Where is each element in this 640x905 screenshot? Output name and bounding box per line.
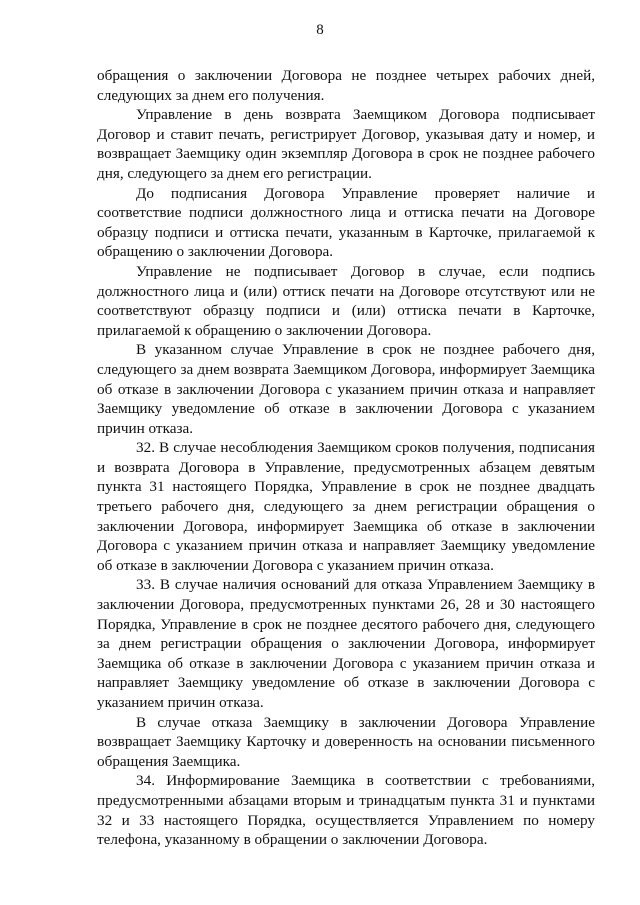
paragraph: В случае отказа Заемщику в заключении Договора Управление возвращает Заемщику Карточку и доверенность на основании письменного обращения Заемщика. (97, 713, 595, 770)
paragraph: До подписания Договора Управление проверяет наличие и соответствие подписи должностного лица и оттиска печати на Договоре образцу подписи и оттиска печати, указанным в Карточке, прилагаемой к обращению о заключении Договора. (97, 184, 595, 261)
paragraph-item-34: 34. Информирование Заемщика в соответствии с требованиями, предусмотренными абзацами вторым и тринадцатым пункта 31 и пунктами 32 и 33 настоящего Порядка, осуществляется Управлением по номеру телефона, указанному в обращении о заключении Договора. (97, 772, 595, 849)
paragraph-item-33: 33. В случае наличия оснований для отказа Управлением Заемщику в заключении Договора, предусмотренных пунктами 26, 28 и 30 настоящего Порядка, Управление в срок не позднее десятого рабочего дня, следующего за днем регистрации обращения о заключении Договора, информирует Заемщика об отказе в заключении Договора с указанием причин отказа и направляет Заемщику уведомление об отказе в заключении Договора с указанием причин отказа. (97, 576, 595, 711)
paragraph: Управление не подписывает Договор в случае, если подпись должностного лица и (или) оттиск печати на Договоре отсутствуют или не соответствуют образцу подписи и (или) оттиска печати в Карточке, прилагаемой к обращению о заключении Договора. (97, 262, 595, 339)
document-body (97, 66, 595, 850)
paragraph: Управление в день возврата Заемщиком Договора подписывает Договор и ставит печать, регистрирует Договор, указывая дату и номер, и возвращает Заемщику один экземпляр Договора в срок не позднее рабочего дня, следующего за днем его регистрации. (97, 106, 595, 182)
paragraph-item-32: 32. В случае несоблюдения Заемщиком сроков получения, подписания и возврата Договора в Управление, предусмотренных абзацем девятым пункта 31 настоящего Порядка, Управление в срок не позднее двадцать третьего рабочего дня, следующего за днем регистрации обращения о заключении Договора, информирует Заемщика об отказе в заключении Договора с указанием причин отказа и направляет Заемщику уведомление об отказе в заключении Договора с указанием причин отказа. (97, 439, 595, 574)
paragraph-continuation: обращения о заключении Договора не позднее четырех рабочих дней, следующих за днем его получения. (97, 67, 595, 104)
paragraph: В указанном случае Управление в срок не позднее рабочего дня, следующего за днем возврата Заемщиком Договора, информирует Заемщика об отказе в заключении Договора с указанием причин отказа и направляет Заемщику уведомление об отказе в заключении Договора с указанием причин отказа. (97, 341, 595, 437)
page-number: 8 (316, 22, 324, 38)
